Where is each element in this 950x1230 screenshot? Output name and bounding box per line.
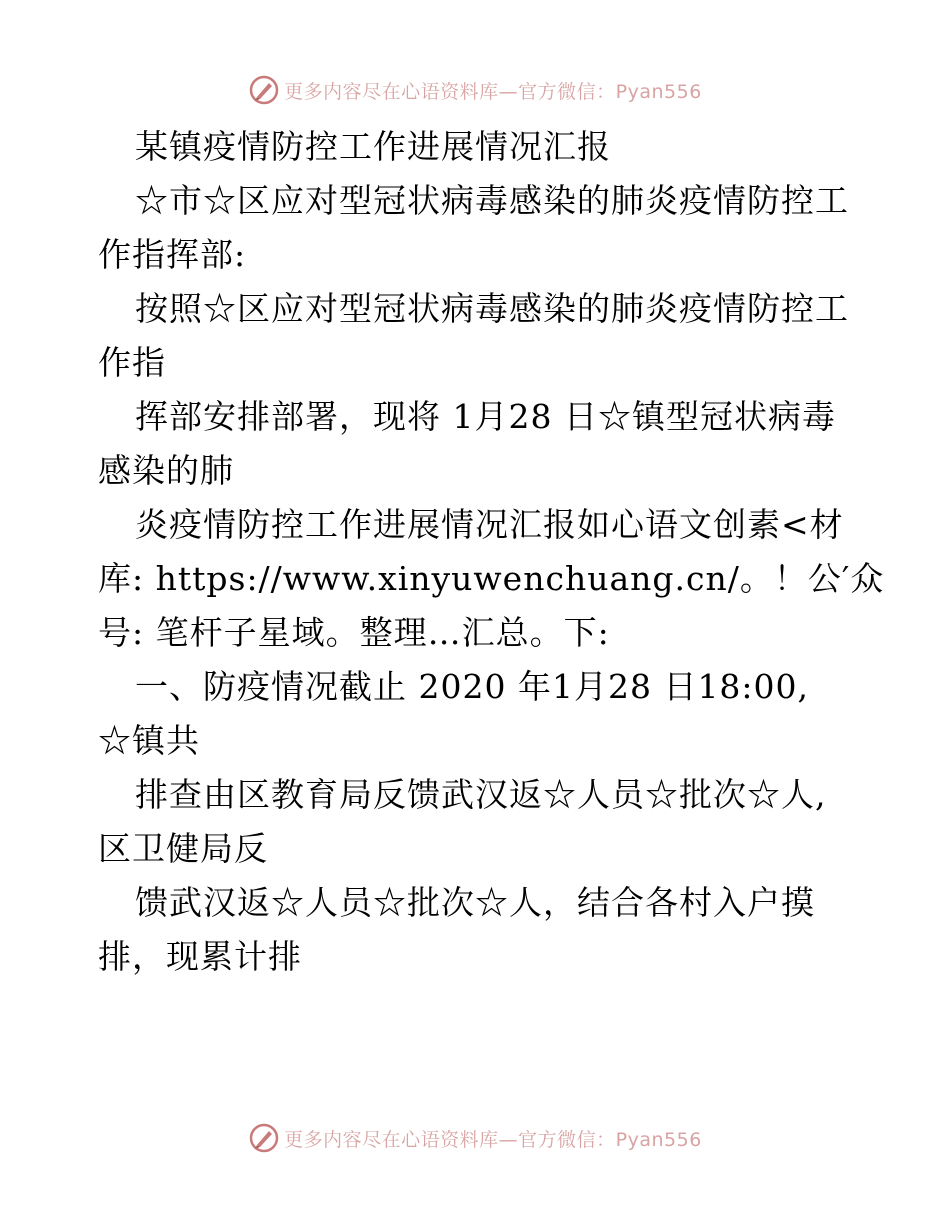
pen-logo-icon xyxy=(248,1122,280,1154)
watermark-text: 更多内容尽在心语资料库—官方微信：Pyan556 xyxy=(284,80,702,103)
watermark-text: 更多内容尽在心语资料库—官方微信：Pyan556 xyxy=(284,1128,702,1151)
document-body xyxy=(98,120,885,984)
text-line: ☆镇共 xyxy=(98,721,200,760)
text-line: 排查由区教育局反馈武汉返☆人员☆批次☆人, xyxy=(135,775,827,814)
text-line: 按照☆区应对型冠状病毒感染的肺炎疫情防控工 xyxy=(135,289,849,328)
text-line: 某镇疫情防控工作进展情况汇报 xyxy=(135,127,611,166)
text-line: 作指挥部: xyxy=(98,235,247,274)
pen-logo-icon xyxy=(248,74,280,106)
text-line: 挥部安排部署，现将 1月28 日☆镇型冠状病毒 xyxy=(135,397,836,436)
text-line: 库: https://www.xinyuwenchuang.cn/。！公′众 xyxy=(98,559,885,598)
text-line: 作指 xyxy=(98,343,166,382)
footer-watermark xyxy=(0,1118,950,1158)
text-line: 馈武汉返☆人员☆批次☆人，结合各村入户摸 xyxy=(135,883,815,922)
text-line: ☆市☆区应对型冠状病毒感染的肺炎疫情防控工 xyxy=(135,181,849,220)
text-line: 号: 笔杆子星域。整理…汇总。下: xyxy=(98,613,610,652)
text-line: 一、防疫情况截止 2020 年1月28 日18:00, xyxy=(135,667,810,706)
text-line: 区卫健局反 xyxy=(98,829,268,868)
text-line: 炎疫情防控工作进展情况汇报如心语文创素<材 xyxy=(135,505,844,544)
text-line: 感染的肺 xyxy=(98,451,234,490)
header-watermark xyxy=(0,70,950,110)
text-line: 排，现累计排 xyxy=(98,937,302,976)
